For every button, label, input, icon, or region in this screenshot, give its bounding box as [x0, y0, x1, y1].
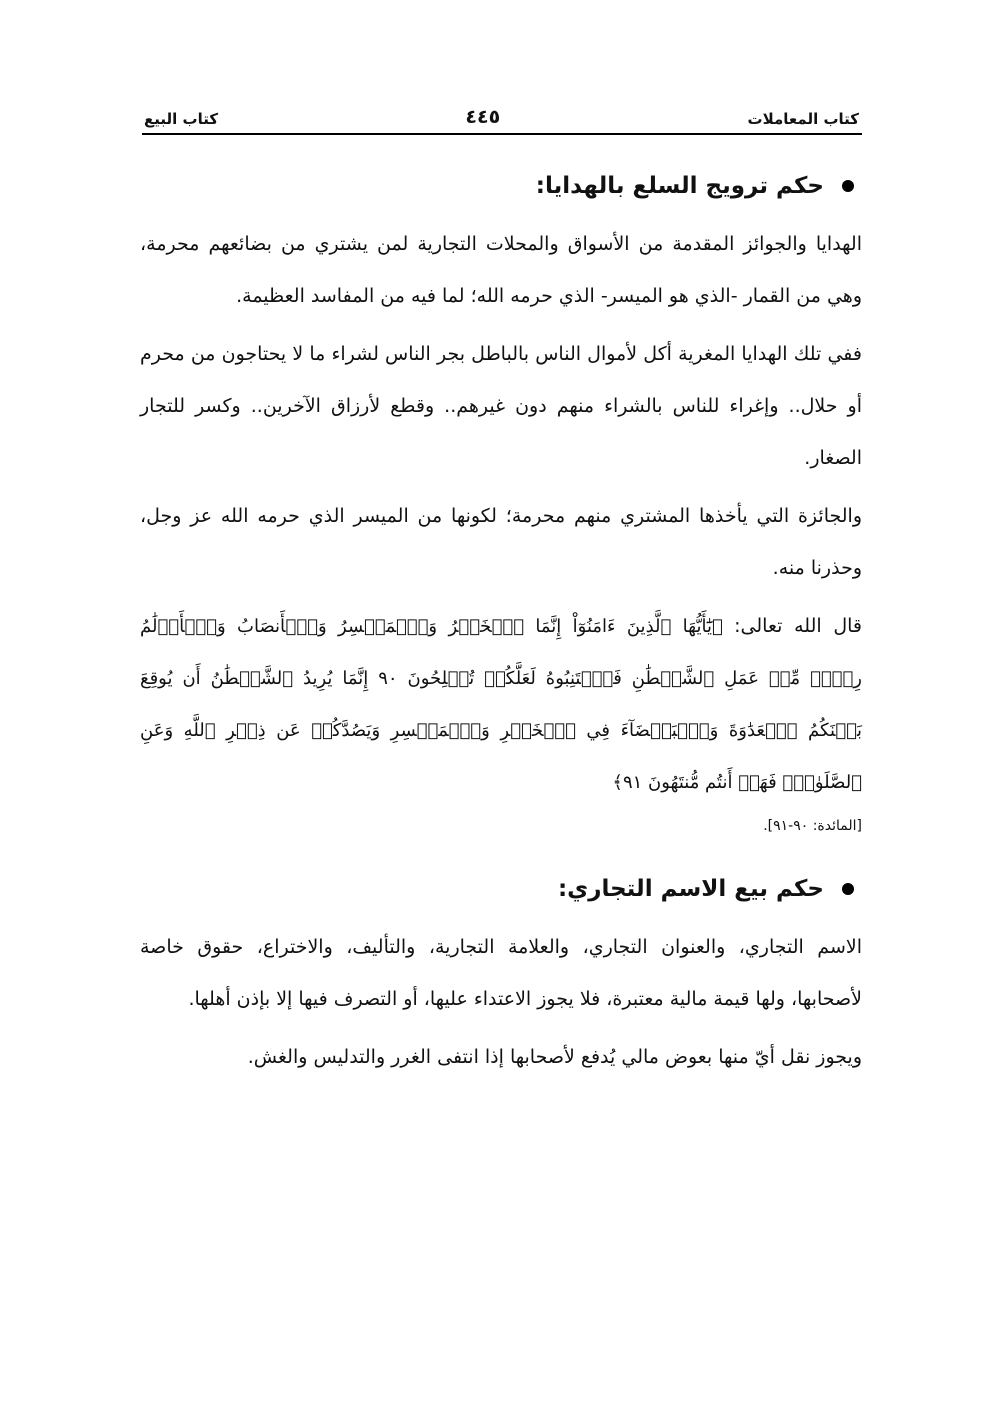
verse-intro: قال الله تعالى: [734, 615, 862, 637]
verse-text: ﴿يَٰٓأَيُّهَا ٱلَّذِينَ ءَامَنُوٓاْ إِنَّمَا ٱلۡخَمۡرُ وَٱلۡمَيۡسِرُ وَٱلۡأَنصَابُ وَٱلۡأَزۡلَٰمُ رِجۡسٞ مِّنۡ عَمَلِ ٱلشَّيۡطَٰنِ فَٱجۡتَنِبُوهُ لَعَلَّكُمۡ تُفۡلِحُونَ ٩٠ إِنَّمَا يُرِيدُ ٱلشَّيۡطَٰنُ أَن يُوقِعَ بَيۡنَكُمُ ٱلۡعَدَٰوَةَ وَٱلۡبَغۡضَآءَ فِي ٱلۡخَمۡرِ وَٱلۡمَيۡسِرِ وَيَصُدَّكُمۡ عَن ذِكۡرِ ٱللَّهِ وَعَنِ ٱلصَّلَوٰةِۖ فَهَلۡ أَنتُم مُّنتَهُونَ ٩١﴾ [140, 616, 862, 793]
page-body [140, 162, 862, 1089]
page-number: ٤٤٥ [465, 106, 501, 128]
book-title: كتاب المعاملات [747, 110, 859, 128]
section-heading [140, 162, 862, 210]
section-heading [140, 865, 862, 913]
bullet-icon [842, 883, 854, 895]
section-heading-text: حكم بيع الاسم التجاري: [557, 876, 824, 902]
section-heading-text: حكم ترويج السلع بالهدايا: [535, 173, 824, 199]
paragraph: الاسم التجاري، والعنوان التجاري، والعلامة التجارية، والتأليف، والاختراع، حقوق خاصة لأصحابها، ولها قيمة مالية معتبرة، فلا يجوز الاعتداء عليها، أو التصرف فيها إلا بإذن أهلها. [140, 936, 862, 1010]
paragraph: ففي تلك الهدايا المغرية أكل لأموال الناس بالباطل بجر الناس لشراء ما لا يحتاجون من محرم أو حلال.. وإغراء للناس بالشراء منهم دون غيرهم.. وقطع لأرزاق الآخرين.. وكسر للتجار الصغار. [140, 343, 862, 469]
page-header [144, 102, 859, 128]
paragraph: ويجوز نقل أيّ منها بعوض مالي يُدفع لأصحابها إذا انتفى الغرر والتدليس والغش. [247, 1046, 862, 1068]
quran-verse [140, 600, 862, 809]
bullet-icon [842, 180, 854, 192]
verse-citation: [المائدة: ٩٠-٩١]. [763, 818, 862, 834]
paragraph: الهدايا والجوائز المقدمة من الأسواق والمحلات التجارية لمن يشتري من بضائعهم محرمة، وهي من القمار -الذي هو الميسر- الذي حرمه الله؛ لما فيه من المفاسد العظيمة. [140, 233, 862, 307]
paragraph: والجائزة التي يأخذها المشتري منهم محرمة؛ لكونها من الميسر الذي حرمه الله عز وجل، وحذرنا منه. [140, 505, 862, 579]
header-rule [142, 133, 862, 135]
chapter-title: كتاب البيع [144, 110, 219, 128]
